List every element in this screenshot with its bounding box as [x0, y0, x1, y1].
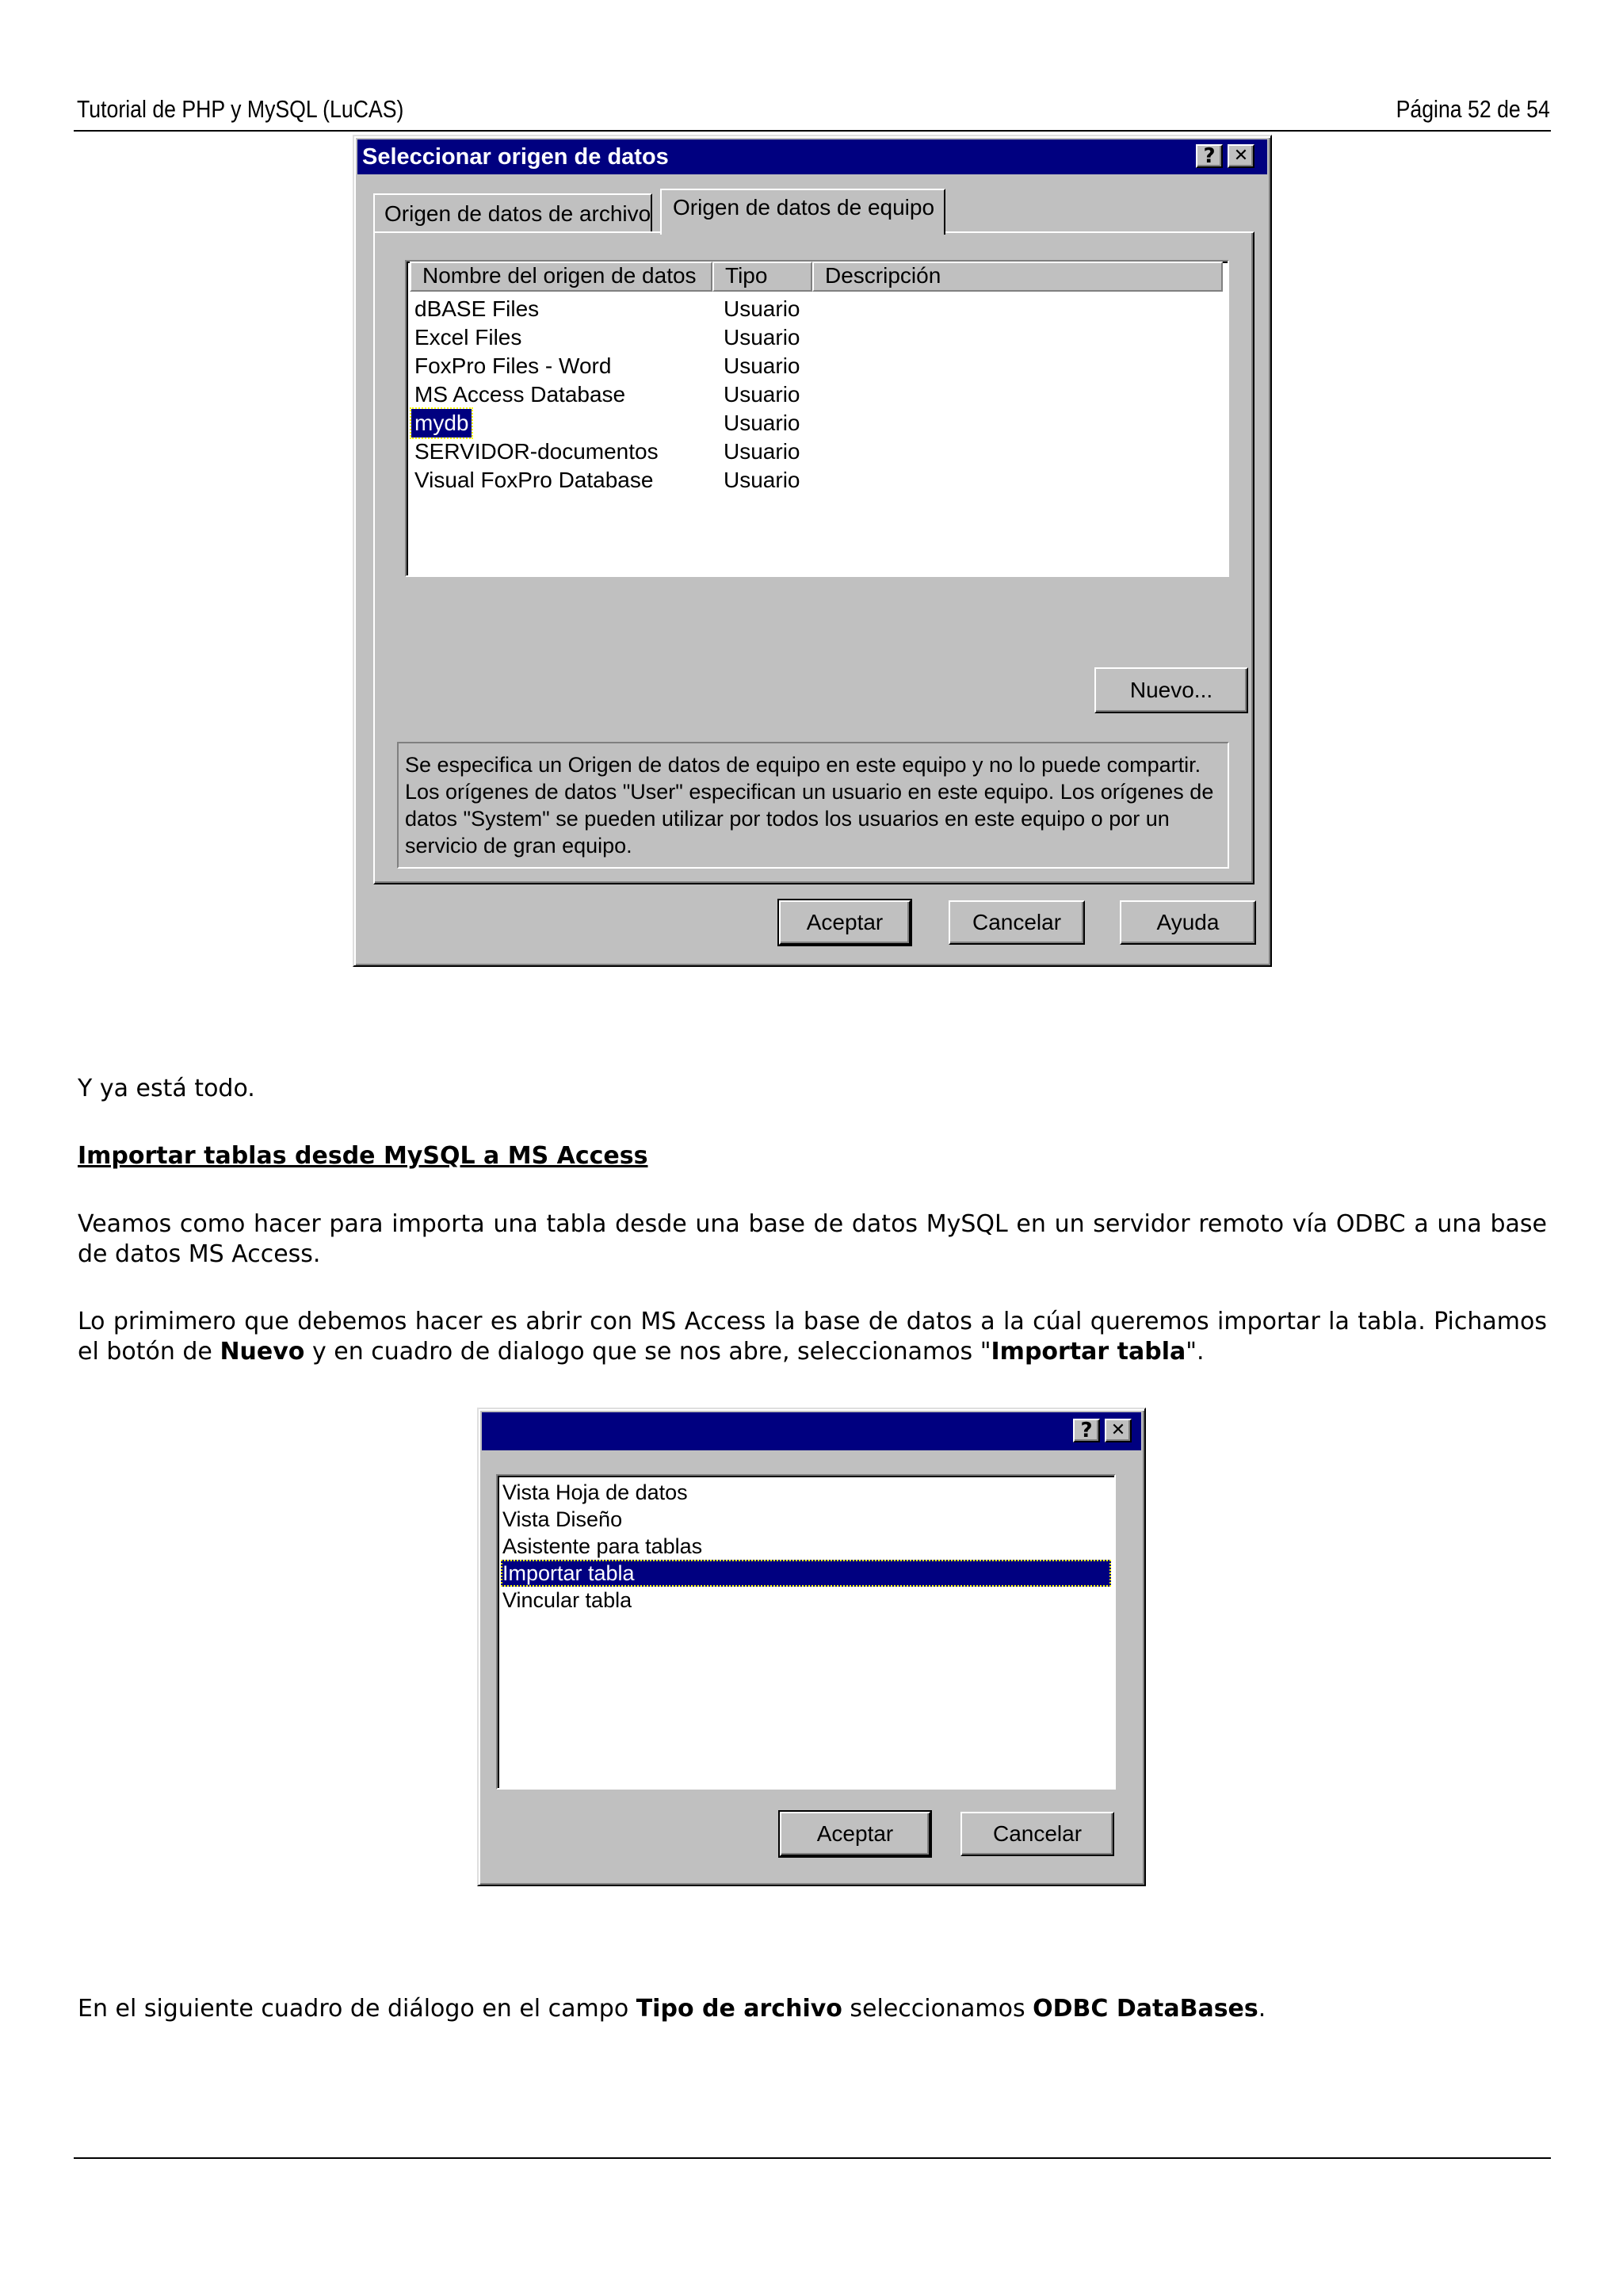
close-icon[interactable]: ✕	[1228, 144, 1254, 168]
help-icon[interactable]: ?	[1196, 144, 1223, 168]
text-run: y en cuadro de dialogo que se nos abre, seleccionamos "	[304, 1338, 991, 1366]
close-icon[interactable]: ✕	[1105, 1419, 1132, 1442]
source-type: Usuario	[724, 353, 800, 378]
text-bold-odbc: ODBC DataBases	[1033, 1995, 1258, 2023]
header-rule	[74, 130, 1551, 132]
cancel-button[interactable]: Cancelar	[960, 1812, 1114, 1856]
tab-file-data-source[interactable]	[373, 193, 652, 231]
column-header-name[interactable]: Nombre del origen de datos	[410, 262, 712, 292]
source-name: Excel Files	[414, 325, 522, 350]
source-type: Usuario	[724, 468, 800, 492]
list-item[interactable]: Vista Diseño	[502, 1507, 623, 1531]
source-type: Usuario	[724, 325, 800, 350]
source-name: MS Access Database	[414, 382, 626, 407]
data-source-list[interactable]	[405, 260, 1229, 577]
paragraph-intro: Veamos como hacer para importa una tabla desde una base de datos MySQL en un servidor remoto vía ODBC a una base de datos MS Access.	[78, 1210, 1547, 1268]
text-bold-nuevo: Nuevo	[220, 1338, 305, 1366]
new-table-dialog	[477, 1408, 1146, 1886]
new-button[interactable]: Nuevo...	[1094, 667, 1248, 713]
select-data-source-dialog	[353, 135, 1272, 967]
dialog-title: Seleccionar origen de datos	[362, 144, 669, 170]
tab-panel	[373, 231, 1254, 884]
column-header-description[interactable]: Descripción	[812, 262, 1223, 292]
source-name: Visual FoxPro Database	[414, 468, 654, 492]
source-name: FoxPro Files - Word	[414, 353, 612, 378]
cancel-button[interactable]: Cancelar	[949, 900, 1085, 945]
source-type: Usuario	[724, 382, 800, 407]
tab-file-label: Origen de datos de archivo	[384, 201, 651, 226]
view-options-list[interactable]	[496, 1474, 1116, 1790]
header-title: Tutorial de PHP y MySQL (LuCAS)	[77, 95, 404, 123]
list-item-selected[interactable]: Importar tabla	[501, 1560, 1111, 1587]
section-title: Importar tablas desde MySQL a MS Access	[78, 1142, 648, 1170]
paragraph-steps	[78, 1307, 1547, 1367]
info-text: Se especifica un Origen de datos de equipo en este equipo y no lo puede compartir. Los orígenes de datos "User" especifican un usuario en este equipo. Los orígenes de datos "System" se pueden utilizar por todos los usuarios en este equipo o por un servicio de gran equipo.	[397, 742, 1229, 869]
paragraph-next-dialog	[78, 1994, 1547, 2024]
text-run: seleccionamos	[842, 1995, 1033, 2023]
tab-machine-label: Origen de datos de equipo	[673, 195, 935, 220]
dialog-titlebar	[357, 139, 1267, 174]
list-item[interactable]: Vincular tabla	[502, 1588, 632, 1612]
ok-button[interactable]: Aceptar	[779, 900, 911, 945]
text-run: .	[1258, 1995, 1266, 2023]
text-bold-importar: Importar tabla	[991, 1338, 1186, 1366]
tab-machine-data-source[interactable]	[660, 189, 945, 235]
footer-rule	[74, 2157, 1551, 2159]
text-run: ".	[1186, 1338, 1205, 1366]
column-header-type[interactable]: Tipo	[712, 262, 812, 292]
text-run: Lo primimero que debemos hacer es abrir con MS Access la base de datos a la cúal queremos importar la tabla. Pichamos el botón de	[78, 1308, 1547, 1366]
source-name: mydb	[411, 409, 472, 437]
dialog-titlebar	[482, 1412, 1141, 1450]
help-icon[interactable]: ?	[1073, 1419, 1100, 1442]
page-number: Página 52 de 54	[1396, 95, 1550, 123]
list-item[interactable]: Vista Hoja de datos	[502, 1480, 688, 1504]
source-name: SERVIDOR-documentos	[414, 439, 659, 464]
source-type: Usuario	[724, 411, 800, 435]
source-type: Usuario	[724, 296, 800, 321]
ok-button[interactable]: Aceptar	[780, 1812, 930, 1856]
source-type: Usuario	[724, 439, 800, 464]
text-run: En el siguiente cuadro de diálogo en el campo	[78, 1995, 636, 2023]
source-name: dBASE Files	[414, 296, 540, 321]
paragraph-done: Y ya está todo.	[78, 1075, 255, 1102]
text-bold-tipo-archivo: Tipo de archivo	[636, 1995, 842, 2023]
help-button[interactable]: Ayuda	[1120, 900, 1256, 945]
list-item[interactable]: Asistente para tablas	[502, 1534, 703, 1558]
